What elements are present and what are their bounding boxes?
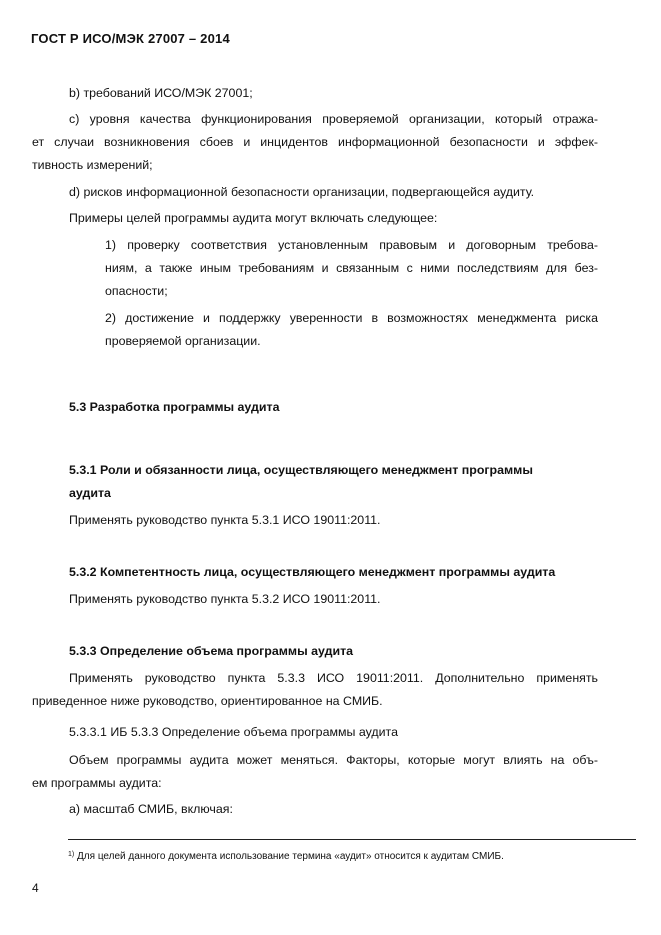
list-item-c-line3: тивность измерений;: [32, 158, 153, 172]
section-heading-5-3-3: 5.3.3 Определение объема программы аудита: [69, 644, 354, 658]
document-header: ГОСТ Р ИСО/МЭК 27007 – 2014: [31, 31, 230, 46]
example-2-line2: проверяемой организации.: [105, 334, 261, 348]
list-item-c-line1: c) уровня качества функционирования проверяемой организации, который отража-: [69, 112, 598, 126]
section-heading-5-3-1-line2: аудита: [69, 486, 111, 500]
paragraph-scope-line1: Объем программы аудита может меняться. Факторы, которые могут влиять на объ-: [69, 753, 598, 767]
footnote-text: Для целей данного документа использование термина «аудит» относится к аудитам СМИБ.: [77, 851, 504, 862]
paragraph-5-3-2: Применять руководство пункта 5.3.2 ИСО 19011:2011.: [69, 592, 381, 606]
example-1-line2: ниям, а также иным требованиям и связанным с ними последствиям для без-: [105, 261, 598, 275]
example-1-line3: опасности;: [105, 284, 168, 298]
list-item-b: b) требований ИСО/МЭК 27001;: [69, 86, 253, 100]
list-item-d: d) рисков информационной безопасности организации, подвергающейся аудиту.: [69, 185, 535, 199]
page-number: 4: [32, 881, 39, 895]
footnote: [68, 850, 504, 864]
subsection-heading-5-3-3-1: 5.3.3.1 ИБ 5.3.3 Определение объема программы аудита: [69, 725, 398, 739]
paragraph-scope-line2: ем программы аудита:: [32, 776, 162, 790]
list-item-c-line2: ет случаи возникновения сбоев и инцидентов информационной безопасности и эффек-: [32, 135, 598, 149]
example-1-line1: 1) проверку соответствия установленным правовым и договорным требова-: [105, 238, 598, 252]
examples-intro: Примеры целей программы аудита могут включать следующее:: [69, 211, 438, 225]
example-2-line1: 2) достижение и поддержку уверенности в возможностях менеджмента риска: [105, 311, 598, 325]
list-item-a: а) масштаб СМИБ, включая:: [69, 802, 233, 816]
section-heading-5-3-1-line1: 5.3.1 Роли и обязанности лица, осуществляющего менеджмент программы: [69, 463, 533, 477]
paragraph-5-3-1: Применять руководство пункта 5.3.1 ИСО 19011:2011.: [69, 513, 381, 527]
paragraph-5-3-3-line2: приведенное ниже руководство, ориентированное на СМИБ.: [32, 694, 383, 708]
footnote-marker: 1): [68, 851, 75, 858]
paragraph-5-3-3-line1: Применять руководство пункта 5.3.3 ИСО 19011:2011. Дополнительно применять: [69, 671, 598, 685]
section-heading-5-3: 5.3 Разработка программы аудита: [69, 400, 280, 414]
section-heading-5-3-2: 5.3.2 Компетентность лица, осуществляющего менеджмент программы аудита: [69, 565, 556, 579]
footnote-separator: [68, 839, 636, 840]
